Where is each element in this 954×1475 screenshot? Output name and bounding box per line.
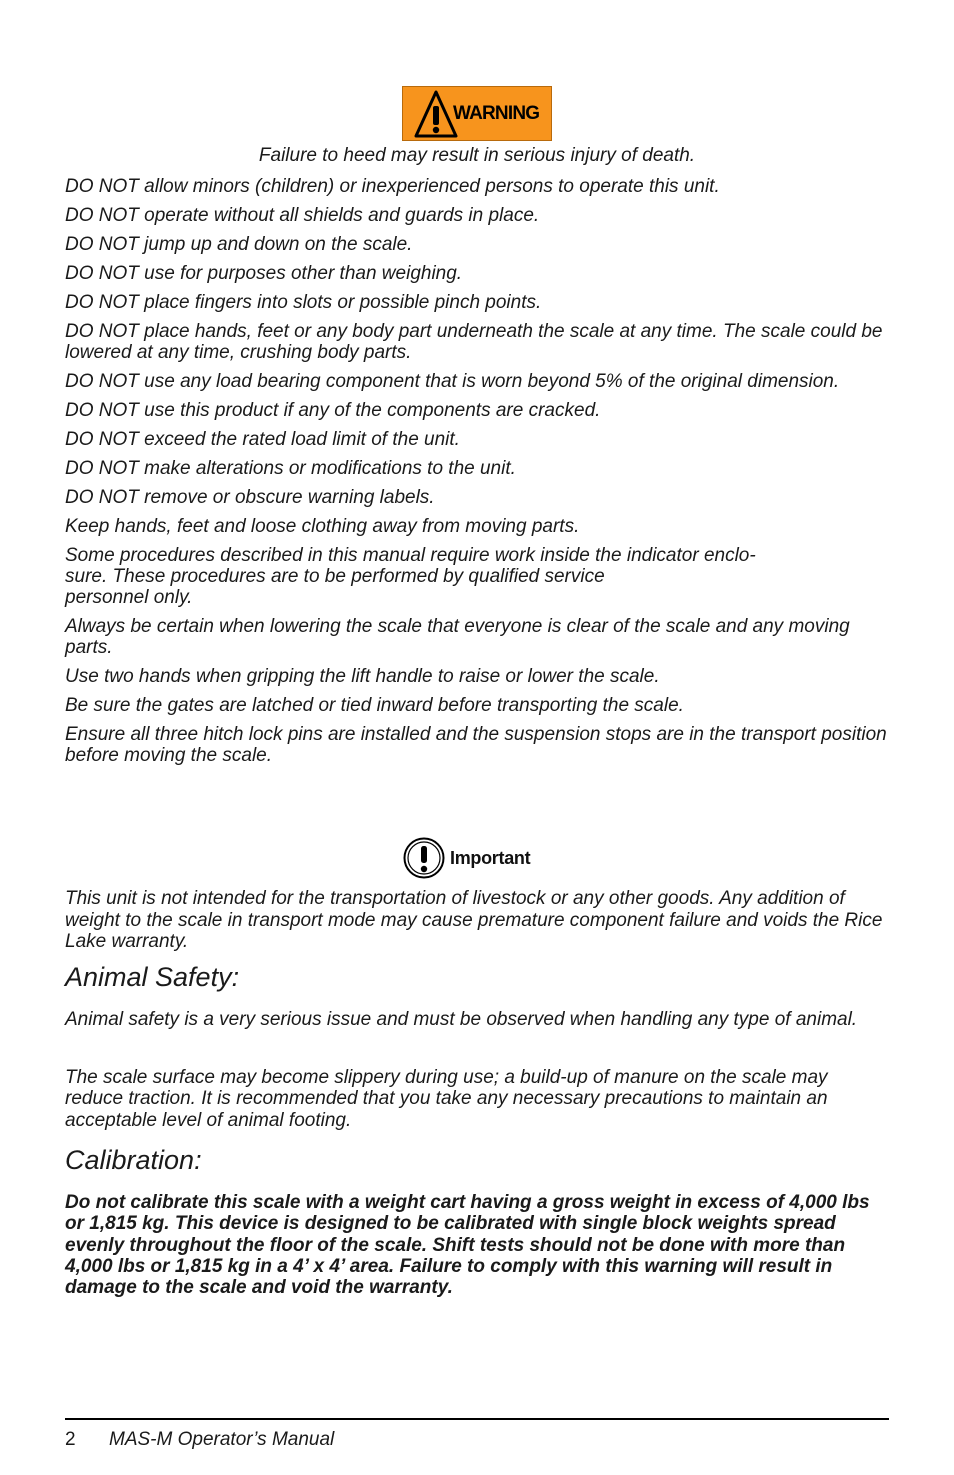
warning-label: WARNING (453, 102, 540, 124)
warning-item: Ensure all three hitch lock pins are installed and the suspension stops are in the transport position before moving the scale. (65, 724, 887, 766)
warning-item: DO NOT make alterations or modifications to the unit. (65, 458, 516, 479)
warning-item: Some procedures described in this manual require work inside the indicator enclo- sure. These procedures are to be performed by qualified service personnel only. (65, 545, 756, 608)
warning-item: DO NOT exceed the rated load limit of the unit. (65, 429, 460, 450)
calibration-heading: Calibration: (65, 1145, 202, 1175)
important-text: This unit is not intended for the transportation of livestock or any other goods. Any addition of weight to the scale in transport mode may cause premature component failure and voids the Rice Lake warranty. (65, 888, 883, 952)
calibration-paragraph: Do not calibrate this scale with a weight cart having a gross weight in excess of 4,000 lbs or 1,815 kg. This device is designed to be calibrated with single block weights spread evenly throughout the floor of the scale. Shift tests should not be done with more than 4,000 lbs or 1,815 kg in a 4’ x 4’ area. Failure to comply with this warning will result in damage to the scale and void the warranty. (65, 1192, 870, 1299)
warning-item: DO NOT use this product if any of the components are cracked. (65, 400, 601, 421)
animal-safety-paragraph: Animal safety is a very serious issue and must be observed when handling any type of animal. (65, 1009, 858, 1030)
warning-item: DO NOT remove or obscure warning labels. (65, 487, 435, 508)
warning-badge (402, 86, 552, 141)
warning-item: Always be certain when lowering the scale that everyone is clear of the scale and any moving parts. (65, 616, 850, 658)
warning-item: DO NOT jump up and down on the scale. (65, 234, 413, 255)
footer-divider (65, 1418, 889, 1420)
warning-item: DO NOT allow minors (children) or inexperienced persons to operate this unit. (65, 176, 720, 197)
warning-subtitle: Failure to heed may result in serious injury of death. (258, 145, 696, 166)
exclamation-circle-icon (402, 836, 446, 880)
warning-item: Be sure the gates are latched or tied inward before transporting the scale. (65, 695, 684, 716)
animal-safety-paragraph: The scale surface may become slippery during use; a build-up of manure on the scale may reduce traction. It is recommended that you take any necessary precautions to maintain an acceptable level of animal footing. (65, 1067, 828, 1131)
warning-item: DO NOT use any load bearing component that is worn beyond 5% of the original dimension. (65, 371, 840, 392)
page-number: 2 (65, 1429, 76, 1450)
warning-item: DO NOT place fingers into slots or possible pinch points. (65, 292, 542, 313)
warning-item: Use two hands when gripping the lift handle to raise or lower the scale. (65, 666, 660, 687)
manual-title: MAS-M Operator’s Manual (109, 1429, 335, 1450)
page-footer (65, 1429, 334, 1451)
warning-item: DO NOT use for purposes other than weighing. (65, 263, 463, 284)
manual-page (65, 0, 889, 1475)
warning-item: DO NOT operate without all shields and guards in place. (65, 205, 540, 226)
warning-item: Keep hands, feet and loose clothing away from moving parts. (65, 516, 580, 537)
important-label: Important (450, 847, 531, 868)
warning-list (65, 176, 889, 774)
animal-safety-heading: Animal Safety: (65, 962, 240, 992)
important-badge (402, 836, 530, 880)
warning-item: DO NOT place hands, feet or any body part underneath the scale at any time. The scale could be lowered at any time, crushing body parts. (65, 321, 883, 363)
